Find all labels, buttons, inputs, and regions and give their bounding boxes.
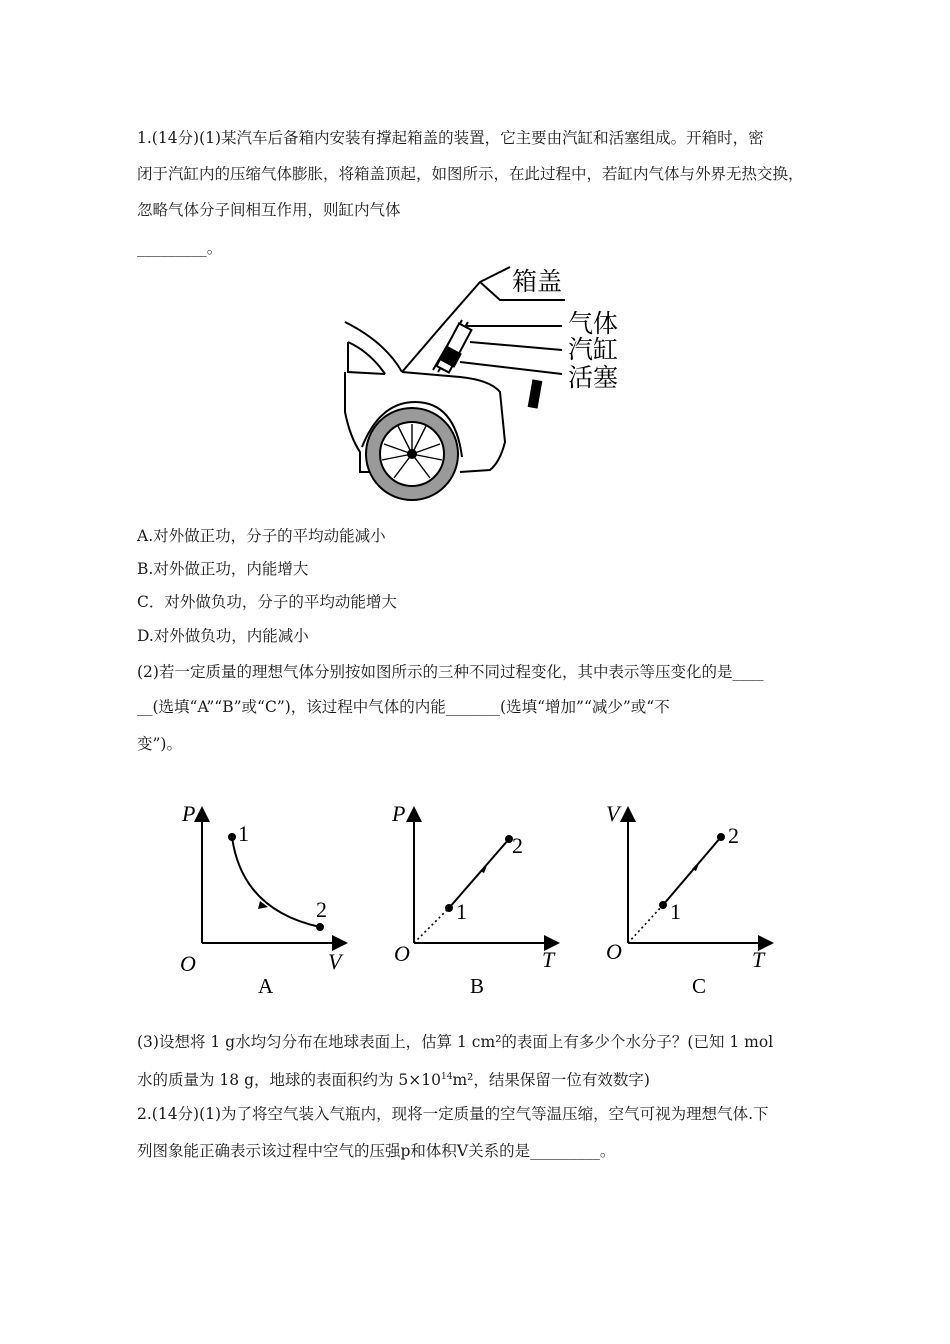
- label-gas: 气体: [568, 309, 619, 338]
- q1-option-d: D.对外做负功，内能减小: [137, 627, 309, 645]
- graph-c-point-2: 2: [728, 823, 739, 848]
- graph-b-origin: O: [394, 941, 410, 966]
- graph-b-x-label: T: [542, 947, 555, 972]
- graph-a: [172, 795, 362, 1005]
- graph-b: [384, 795, 574, 1005]
- q1-part2-line-1: (2)若一定质量的理想气体分别按如图所示的三种不同过程变化，其中表示等压变化的是____: [137, 663, 764, 681]
- graph-c-caption: C: [692, 974, 707, 998]
- car-trunk-figure: [340, 262, 630, 512]
- q1-option-b: B.对外做正功，内能增大: [137, 560, 309, 578]
- graph-b-caption: B: [470, 974, 485, 998]
- label-piston: 活塞: [568, 363, 619, 392]
- graph-a-caption: A: [258, 974, 274, 998]
- q1-part3-line-1: (3)设想将 1 g水均匀分布在地球表面上，估算 1 cm²的表面上有多少个水分子？(已知 1 mol: [137, 1033, 774, 1051]
- graph-a-origin: O: [180, 951, 196, 976]
- q1-part3-exponent: 14: [441, 1072, 453, 1082]
- q1-stem-line-3: 忽略气体分子间相互作用，则缸内气体: [137, 201, 401, 219]
- graph-c: [598, 795, 788, 1005]
- label-cylinder: 汽缸: [568, 335, 619, 364]
- q1-stem-line-1: 1.(14分)(1)某汽车后备箱内安装有撑起箱盖的装置，它主要由汽缸和活塞组成。开箱时，密: [137, 129, 764, 147]
- q1-part3-line-2-a: 水的质量为 18 g，地球的表面积约为 5×10: [137, 1071, 441, 1090]
- graph-c-x-label: T: [752, 947, 765, 972]
- graph-c-origin: O: [606, 939, 622, 964]
- q2-stem-line-1: 2.(14分)(1)为了将空气装入气瓶内，现将一定质量的空气等温压缩，空气可视为理想气体.下: [137, 1105, 769, 1123]
- graph-a-x-label: V: [328, 949, 342, 974]
- graph-c-y-label: V: [606, 801, 620, 826]
- q1-part3-line-2: [137, 1067, 650, 1090]
- graph-a-y-label: P: [182, 801, 196, 826]
- q2-stem-line-2: 列图象能正确表示该过程中空气的压强p和体积V关系的是_________。: [137, 1142, 616, 1160]
- label-lid: 箱盖: [512, 267, 563, 296]
- q1-part2-line-2: __(选填“A”“B”或“C”)，该过程中气体的内能_______(选填“增加”“减少”或“不: [137, 698, 670, 716]
- graph-a-point-2: 2: [316, 897, 327, 922]
- q1-option-a: A.对外做正功，分子的平均动能减小: [137, 527, 386, 545]
- q1-part3-line-2-b: m²，结果保留一位有效数字): [452, 1071, 650, 1090]
- graph-b-y-label: P: [392, 801, 406, 826]
- q1-stem-line-4: _________。: [137, 239, 223, 257]
- graph-a-point-1: 1: [238, 821, 249, 846]
- graph-b-point-2: 2: [512, 833, 523, 858]
- graph-c-point-1: 1: [670, 899, 681, 924]
- q1-part2-line-3: 变”)。: [137, 735, 182, 753]
- q1-option-c: C．对外做负功，分子的平均动能增大: [137, 593, 397, 611]
- q1-stem-line-2: 闭于汽缸内的压缩气体膨胀，将箱盖顶起，如图所示，在此过程中，若缸内气体与外界无热交换，: [137, 165, 804, 183]
- graph-b-point-1: 1: [456, 899, 467, 924]
